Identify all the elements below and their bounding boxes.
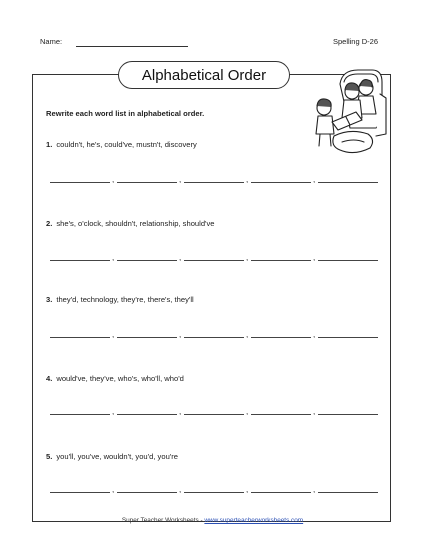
- comma: ,: [313, 407, 316, 416]
- answer-blank[interactable]: [251, 329, 311, 338]
- comma: ,: [112, 175, 115, 184]
- comma: ,: [179, 253, 182, 262]
- comma: ,: [179, 407, 182, 416]
- answer-blank[interactable]: [184, 329, 244, 338]
- answer-blank[interactable]: [251, 406, 311, 415]
- question-number: 3.: [46, 295, 53, 304]
- footer: [0, 517, 425, 524]
- name-field[interactable]: [76, 46, 188, 47]
- footer-separator: -: [198, 517, 205, 524]
- question-4: [46, 374, 184, 383]
- answer-row-5: [50, 484, 380, 496]
- answer-blank[interactable]: [318, 406, 378, 415]
- answer-blank[interactable]: [251, 252, 311, 261]
- worksheet-code: Spelling D-26: [332, 37, 378, 46]
- comma: ,: [112, 253, 115, 262]
- comma: ,: [112, 485, 115, 494]
- instructions: Rewrite each word list in alphabetical order.: [46, 109, 205, 118]
- answer-blank[interactable]: [318, 484, 378, 493]
- children-reading-book-icon: [310, 64, 388, 160]
- word-list: couldn't, he's, could've, mustn't, discovery: [56, 140, 197, 149]
- comma: ,: [112, 407, 115, 416]
- page-title: Alphabetical Order: [141, 66, 267, 84]
- comma: ,: [313, 485, 316, 494]
- comma: ,: [112, 330, 115, 339]
- answer-blank[interactable]: [184, 252, 244, 261]
- answer-blank[interactable]: [50, 406, 110, 415]
- word-list: they'd, technology, they're, there's, they'll: [56, 295, 194, 304]
- answer-blank[interactable]: [117, 174, 177, 183]
- answer-blank[interactable]: [251, 174, 311, 183]
- comma: ,: [179, 485, 182, 494]
- footer-link[interactable]: www.superteacherworksheets.com: [204, 517, 304, 524]
- answer-blank[interactable]: [117, 484, 177, 493]
- answer-blank[interactable]: [251, 484, 311, 493]
- comma: ,: [313, 330, 316, 339]
- question-number: 5.: [46, 452, 53, 461]
- answer-blank[interactable]: [184, 484, 244, 493]
- word-list: she's, o'clock, shouldn't, relationship, should've: [56, 219, 215, 228]
- comma: ,: [179, 175, 182, 184]
- question-number: 4.: [46, 374, 53, 383]
- answer-blank[interactable]: [117, 406, 177, 415]
- question-2: [46, 219, 215, 228]
- answer-blank[interactable]: [318, 252, 378, 261]
- question-5: [46, 452, 178, 461]
- comma: ,: [246, 485, 249, 494]
- comma: ,: [179, 330, 182, 339]
- question-number: 1.: [46, 140, 53, 149]
- answer-blank[interactable]: [184, 406, 244, 415]
- name-label: Name:: [40, 37, 63, 46]
- question-3: [46, 295, 194, 304]
- word-list: would've, they've, who's, who'll, who'd: [56, 374, 184, 383]
- comma: ,: [246, 330, 249, 339]
- answer-row-3: [50, 329, 380, 341]
- answer-blank[interactable]: [50, 329, 110, 338]
- comma: ,: [246, 407, 249, 416]
- question-number: 2.: [46, 219, 53, 228]
- answer-blank[interactable]: [50, 174, 110, 183]
- comma: ,: [246, 175, 249, 184]
- question-1: [46, 140, 197, 149]
- answer-row-2: [50, 252, 380, 264]
- answer-row-1: [50, 174, 380, 186]
- answer-blank[interactable]: [184, 174, 244, 183]
- answer-blank[interactable]: [117, 252, 177, 261]
- footer-brand: Super Teacher Worksheets: [121, 517, 199, 524]
- comma: ,: [313, 175, 316, 184]
- comma: ,: [313, 253, 316, 262]
- answer-blank[interactable]: [50, 252, 110, 261]
- answer-row-4: [50, 406, 380, 418]
- answer-blank[interactable]: [50, 484, 110, 493]
- answer-blank[interactable]: [318, 174, 378, 183]
- word-list: you'll, you've, wouldn't, you'd, you're: [56, 452, 178, 461]
- comma: ,: [246, 253, 249, 262]
- answer-blank[interactable]: [318, 329, 378, 338]
- title-banner: [118, 61, 290, 89]
- answer-blank[interactable]: [117, 329, 177, 338]
